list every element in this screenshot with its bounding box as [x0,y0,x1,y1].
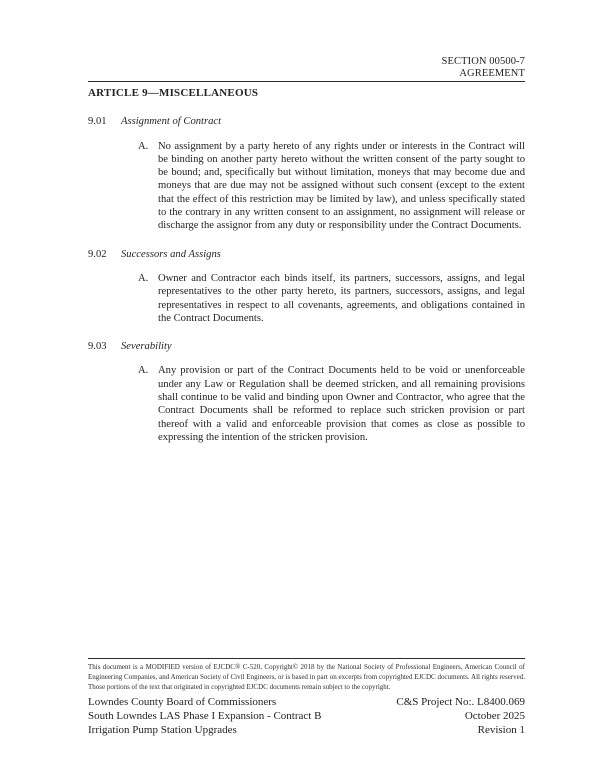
paragraph-text: Any provision or part of the Contract Documents held to be void or unenforceable under any Law or Regulation shall be deemed stricken, and all remaining provisions shall continue to be valid and binding upon Owner and Contractor, who agree that the Contract Documents shall be reformed to replace such stricken provision or part thereof with a valid and enforceable provision that comes as close as possible to expressing the intention of the stricken provision. [158,365,525,443]
section-title: Successors and Assigns [121,248,221,260]
footer-project-number: C&S Project No:. L8400.069 [396,696,525,708]
page-header [442,56,525,80]
footer-project-block [88,696,321,737]
footer-meta-block [396,696,525,737]
section-title-row [88,340,525,353]
paragraph-text: No assignment by a party hereto of any rights under or interests in the Contract will be binding on another party hereto without the written consent of the party sought to be bound; and, specifically but without limitation, moneys that may become due and moneys that are due may not be assigned without such consent (except to the extent that the effect of this restriction may be limited by law), and unless specifically stated to the contrary in any written consent to an assignment, no assignment will release or discharge the assignor from any duty or responsibility under the Contract Documents. [158,140,525,232]
footer-rule [88,658,525,659]
section-title: Assignment of Contract [121,116,222,128]
section-9-01 [88,115,525,232]
section-paragraph [138,364,525,444]
section-title-row [88,115,525,128]
paragraph-label: A. [138,272,149,284]
header-section-number: SECTION 00500-7 [441,56,525,67]
section-9-02 [88,248,525,325]
section-number: 9.03 [88,341,107,353]
paragraph-label: A. [138,140,149,152]
section-number: 9.01 [88,116,107,128]
section-9-03 [88,340,525,444]
section-paragraph [138,272,525,325]
footer-scope-line: Irrigation Pump Station Upgrades [88,723,237,736]
copyright-footnote: This document is a MODIFIED version of EJCDC® C-520, Copyright© 2018 by the National Society of Professional Engineers, American Council of Engineering Companies, and American Society of Civil Engineers, or is based in part on excerpts from copyrighted EJCDC documents. All rights reserved. Those portions of the text that originated in copyrighted EJCDC documents remain subject to the copyright. [88,663,525,691]
footer-date: October 2025 [464,709,525,722]
section-title: Severability [121,341,172,353]
section-title-row [88,248,525,261]
header-rule [88,81,525,82]
paragraph-label: A. [138,365,149,377]
footer-project-line: South Lowndes LAS Phase I Expansion - Contract B [88,709,322,722]
section-paragraph [138,140,525,233]
footer-owner-line: Lowndes County Board of Commissioners [88,696,277,708]
header-doc-title: AGREEMENT [459,67,525,79]
article-heading: ARTICLE 9—MISCELLANEOUS [88,87,259,99]
page-footer [88,696,525,737]
section-number: 9.02 [88,248,107,260]
paragraph-text: Owner and Contractor each binds itself, its partners, successors, assigns, and legal representatives to the other party hereto, its partners, successors, assigns, and legal representatives in respect to all covenants, agreements, and obligations contained in the Contract Documents. [158,272,525,324]
document-body [88,87,525,444]
footer-revision: Revision 1 [477,723,525,736]
